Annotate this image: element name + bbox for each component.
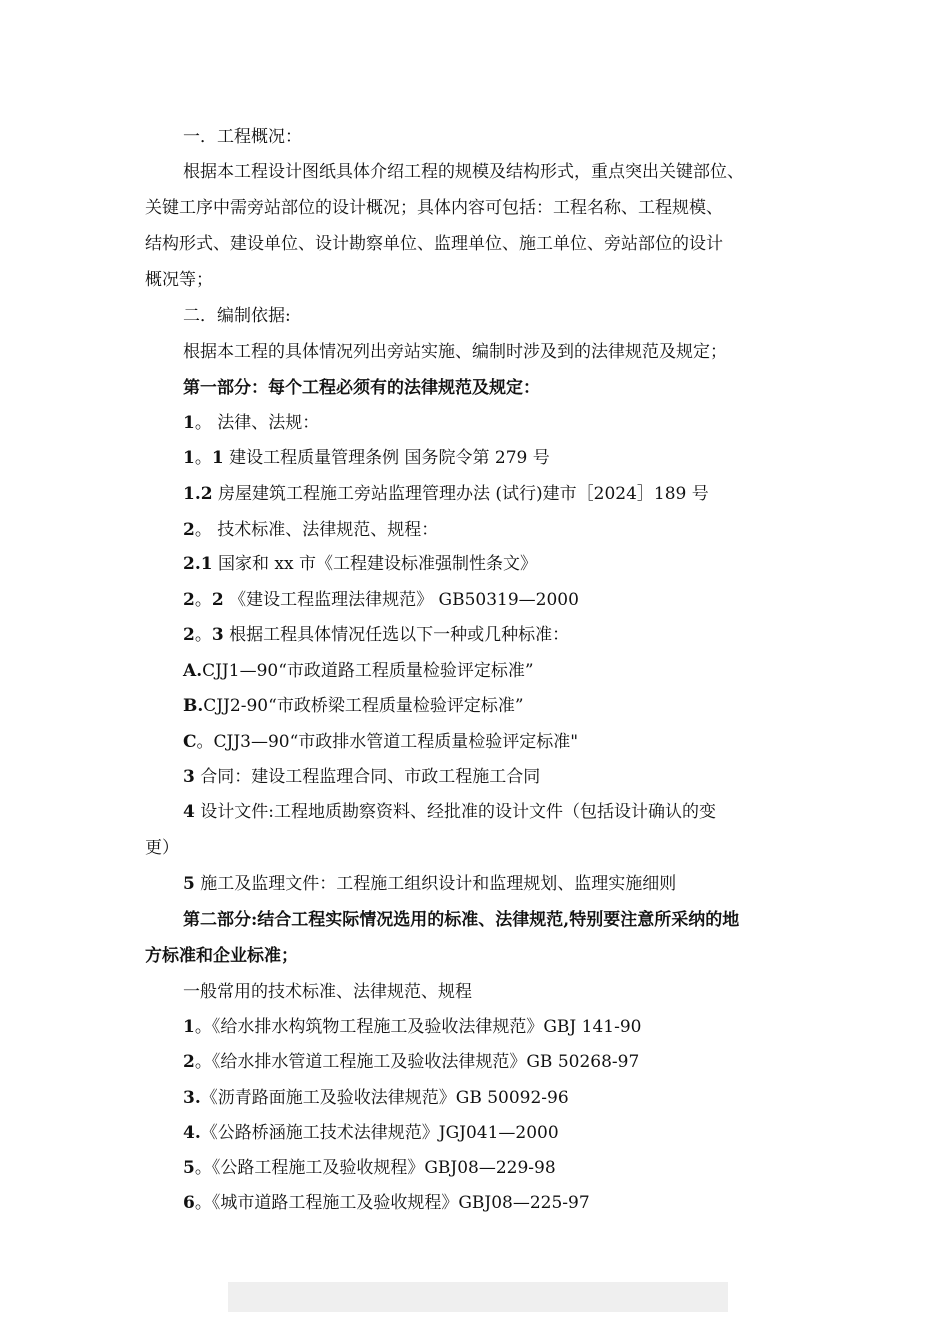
text-line: [183, 766, 540, 788]
text-line: [183, 447, 550, 469]
text-run: 6: [183, 1193, 195, 1213]
text-line: [183, 483, 709, 505]
text-line: [183, 731, 578, 753]
text-line: [183, 553, 537, 575]
text-run: 1: [183, 448, 195, 468]
text-line: [183, 909, 739, 931]
text-run: 《公路桥涵施工技术法律规范》JGJ041—2000: [200, 1123, 559, 1143]
text-line: [145, 269, 213, 291]
text-run: 方标准和企业标准；: [145, 946, 298, 966]
text-run: 第二部分:结合工程实际情况选用的标准、法律规范,特别要注意所采纳的地: [183, 910, 740, 930]
text-run: 。《城市道路工程施工及验收规程》GBJ08—225-97: [194, 1193, 590, 1213]
text-line: [183, 589, 579, 611]
text-line: [183, 412, 319, 434]
text-line: [183, 1051, 639, 1073]
text-run: 。: [194, 448, 212, 468]
text-run: 2: [211, 590, 224, 610]
text-line: [145, 197, 723, 219]
text-run: 合同：建设工程监理合同、市政工程施工合同: [194, 767, 541, 787]
text-run: CJJ1—90“市政道路工程质量检验评定标准”: [202, 661, 534, 681]
text-line: [183, 1087, 569, 1109]
text-run: 1: [211, 448, 224, 468]
text-run: 。《给水排水管道工程施工及验收法律规范》GB 50268-97: [194, 1052, 640, 1072]
text-run: 更）: [145, 838, 179, 858]
text-line: [183, 341, 727, 363]
text-run: 。 技术标准、法律规范、规程：: [194, 520, 439, 540]
text-run: 结构形式、建设单位、设计勘察单位、监理单位、施工单位、旁站部位的设计: [145, 234, 723, 254]
text-line: [183, 660, 534, 682]
text-run: 第一部分：每个工程必须有的法律规范及规定：: [183, 378, 540, 398]
text-run: 一般常用的技术标准、法律规范、规程: [183, 982, 472, 1002]
text-run: 关键工序中需旁站部位的设计概况；具体内容可包括：工程名称、工程规模、: [145, 198, 723, 218]
text-run: 一．工程概况：: [183, 127, 302, 147]
text-run: 2.1: [183, 554, 213, 574]
text-run: CJJ2-90“市政桥梁工程质量检验评定标准”: [203, 696, 524, 716]
text-line: [183, 801, 716, 823]
text-run: 4: [183, 802, 195, 822]
text-run: 3: [211, 625, 224, 645]
text-run: 3.: [183, 1088, 201, 1108]
text-run: C: [183, 732, 197, 752]
text-line: [183, 981, 472, 1003]
text-run: 2: [183, 590, 195, 610]
text-run: 国家和 xx 市《工程建设标准强制性条文》: [212, 554, 537, 574]
text-line: [145, 233, 723, 255]
faded-watermark: [228, 1262, 728, 1332]
text-run: 《建设工程监理法律规范》 GB50319—2000: [223, 590, 579, 610]
text-run: 4.: [183, 1123, 201, 1143]
text-line: [183, 1157, 556, 1179]
text-run: 设计文件:工程地质勘察资料、经批准的设计文件（包括设计确认的变: [194, 802, 716, 822]
text-run: 。《公路工程施工及验收规程》GBJ08—229-98: [194, 1158, 556, 1178]
text-line: [183, 1122, 559, 1144]
text-line: [183, 161, 744, 183]
text-run: 2: [183, 625, 195, 645]
text-run: 。《给水排水构筑物工程施工及验收法律规范》GBJ 141-90: [194, 1017, 642, 1037]
text-run: 1: [183, 1017, 195, 1037]
text-run: 2: [183, 520, 195, 540]
text-run: 《沥青路面施工及验收法律规范》GB 50092-96: [200, 1088, 569, 1108]
text-run: 建设工程质量管理条例 国务院令第 279 号: [223, 448, 550, 468]
text-run: A.: [183, 661, 203, 681]
text-run: 房屋建筑工程施工旁站监理管理办法 (试行)建市［2024］189 号: [212, 484, 709, 504]
text-run: 根据本工程的具体情况列出旁站实施、编制时涉及到的法律规范及规定；: [183, 342, 727, 362]
text-run: 5: [183, 874, 195, 894]
text-line: [183, 126, 302, 148]
text-run: 概况等；: [145, 270, 213, 290]
text-line: [183, 519, 438, 541]
text-run: 。: [194, 625, 212, 645]
text-run: 5: [183, 1158, 195, 1178]
text-line: [183, 305, 291, 327]
text-line: [145, 945, 298, 967]
text-run: 1: [183, 413, 195, 433]
text-run: 1.2: [183, 484, 213, 504]
text-run: 施工及监理文件：工程施工组织设计和监理规划、监理实施细则: [194, 874, 677, 894]
text-run: B.: [183, 696, 204, 716]
text-run: 3: [183, 767, 195, 787]
text-line: [183, 377, 540, 399]
text-run: 。CJJ3—90“市政排水管道工程质量检验评定标准": [196, 732, 579, 752]
text-run: 二．编制依据:: [183, 306, 291, 326]
text-line: [183, 1192, 590, 1214]
text-run: 根据工程具体情况任选以下一种或几种标准：: [223, 625, 570, 645]
text-run: 2: [183, 1052, 195, 1072]
text-run: 根据本工程设计图纸具体介绍工程的规模及结构形式，重点突出关键部位、: [183, 162, 744, 182]
text-run: 。: [194, 590, 212, 610]
text-run: 。 法律、法规：: [194, 413, 320, 433]
text-line: [183, 624, 569, 646]
text-line: [183, 695, 524, 717]
text-line: [183, 873, 676, 895]
text-line: [183, 1016, 641, 1038]
text-line: [145, 837, 179, 859]
